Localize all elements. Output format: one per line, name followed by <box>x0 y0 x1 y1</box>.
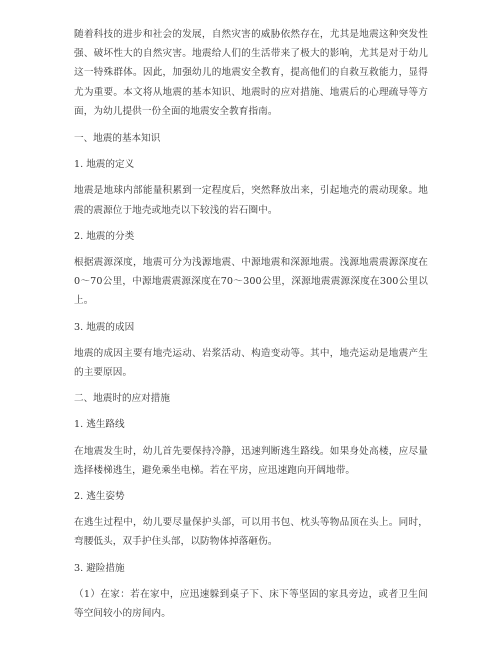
paragraph-classification: 根据震源深度，地震可分为浅源地震、中源地震和深源地震。浅源地震震源深度在0～70公里，中源地震震源深度在70～300公里，深源地震震源深度在300公里以上。 <box>74 257 428 307</box>
paragraph-escape-route: 在地震发生时，幼儿首先要保持冷静，迅速判断逃生路线。如果身处高楼，应尽量选择楼梯逃生，避免乘坐电梯。若在平房，应迅速跑向开阔地带。 <box>74 445 428 476</box>
section-heading-basics: 一、地震的基本知识 <box>74 133 161 145</box>
section-heading-response: 二、地震时的应对措施 <box>74 393 170 405</box>
paragraph-avoidance-home: （1）在家：若在家中，应迅速躲到桌子下、床下等坚固的家具旁边，或者卫生间等空间较小的房间内。 <box>74 588 428 620</box>
document-page <box>74 0 428 623</box>
paragraph-definition: 地震是地球内部能量积累到一定程度后，突然释放出来，引起地壳的震动现象。地震的震源位于地壳或地壳以下较浅的岩石圈中。 <box>74 185 428 216</box>
intro-paragraph: 随着科技的进步和社会的发展，自然灾害的威胁依然存在，尤其是地震这种突发性强、破坏性大的自然灾害。地震给人们的生活带来了极大的影响，尤其是对于幼儿这一特殊群体。因此，加强幼儿的地震安全教育，提高他们的自救互救能力，显得尤为重要。本文将从地震的基本知识、地震时的应对措施、地震后的心理疏导等方面，为幼儿提供一份全面的地震安全教育指南。 <box>74 29 428 117</box>
subheading-escape-posture: 2. 逃生姿势 <box>74 491 125 503</box>
subheading-avoidance: 3. 避险措施 <box>74 562 125 574</box>
paragraph-causes: 地震的成因主要有地壳运动、岩浆活动、构造变动等。其中，地壳运动是地震产生的主要原因。 <box>74 347 428 379</box>
subheading-definition: 1. 地震的定义 <box>74 159 135 171</box>
paragraph-escape-posture: 在逃生过程中，幼儿要尽量保护头部，可以用书包、枕头等物品顶在头上。同时，弯腰低头，双手护住头部，以防物体掉落砸伤。 <box>74 517 428 548</box>
subheading-classification: 2. 地震的分类 <box>74 230 135 242</box>
subheading-causes: 3. 地震的成因 <box>74 321 135 333</box>
subheading-escape-route: 1. 逃生路线 <box>74 419 125 431</box>
